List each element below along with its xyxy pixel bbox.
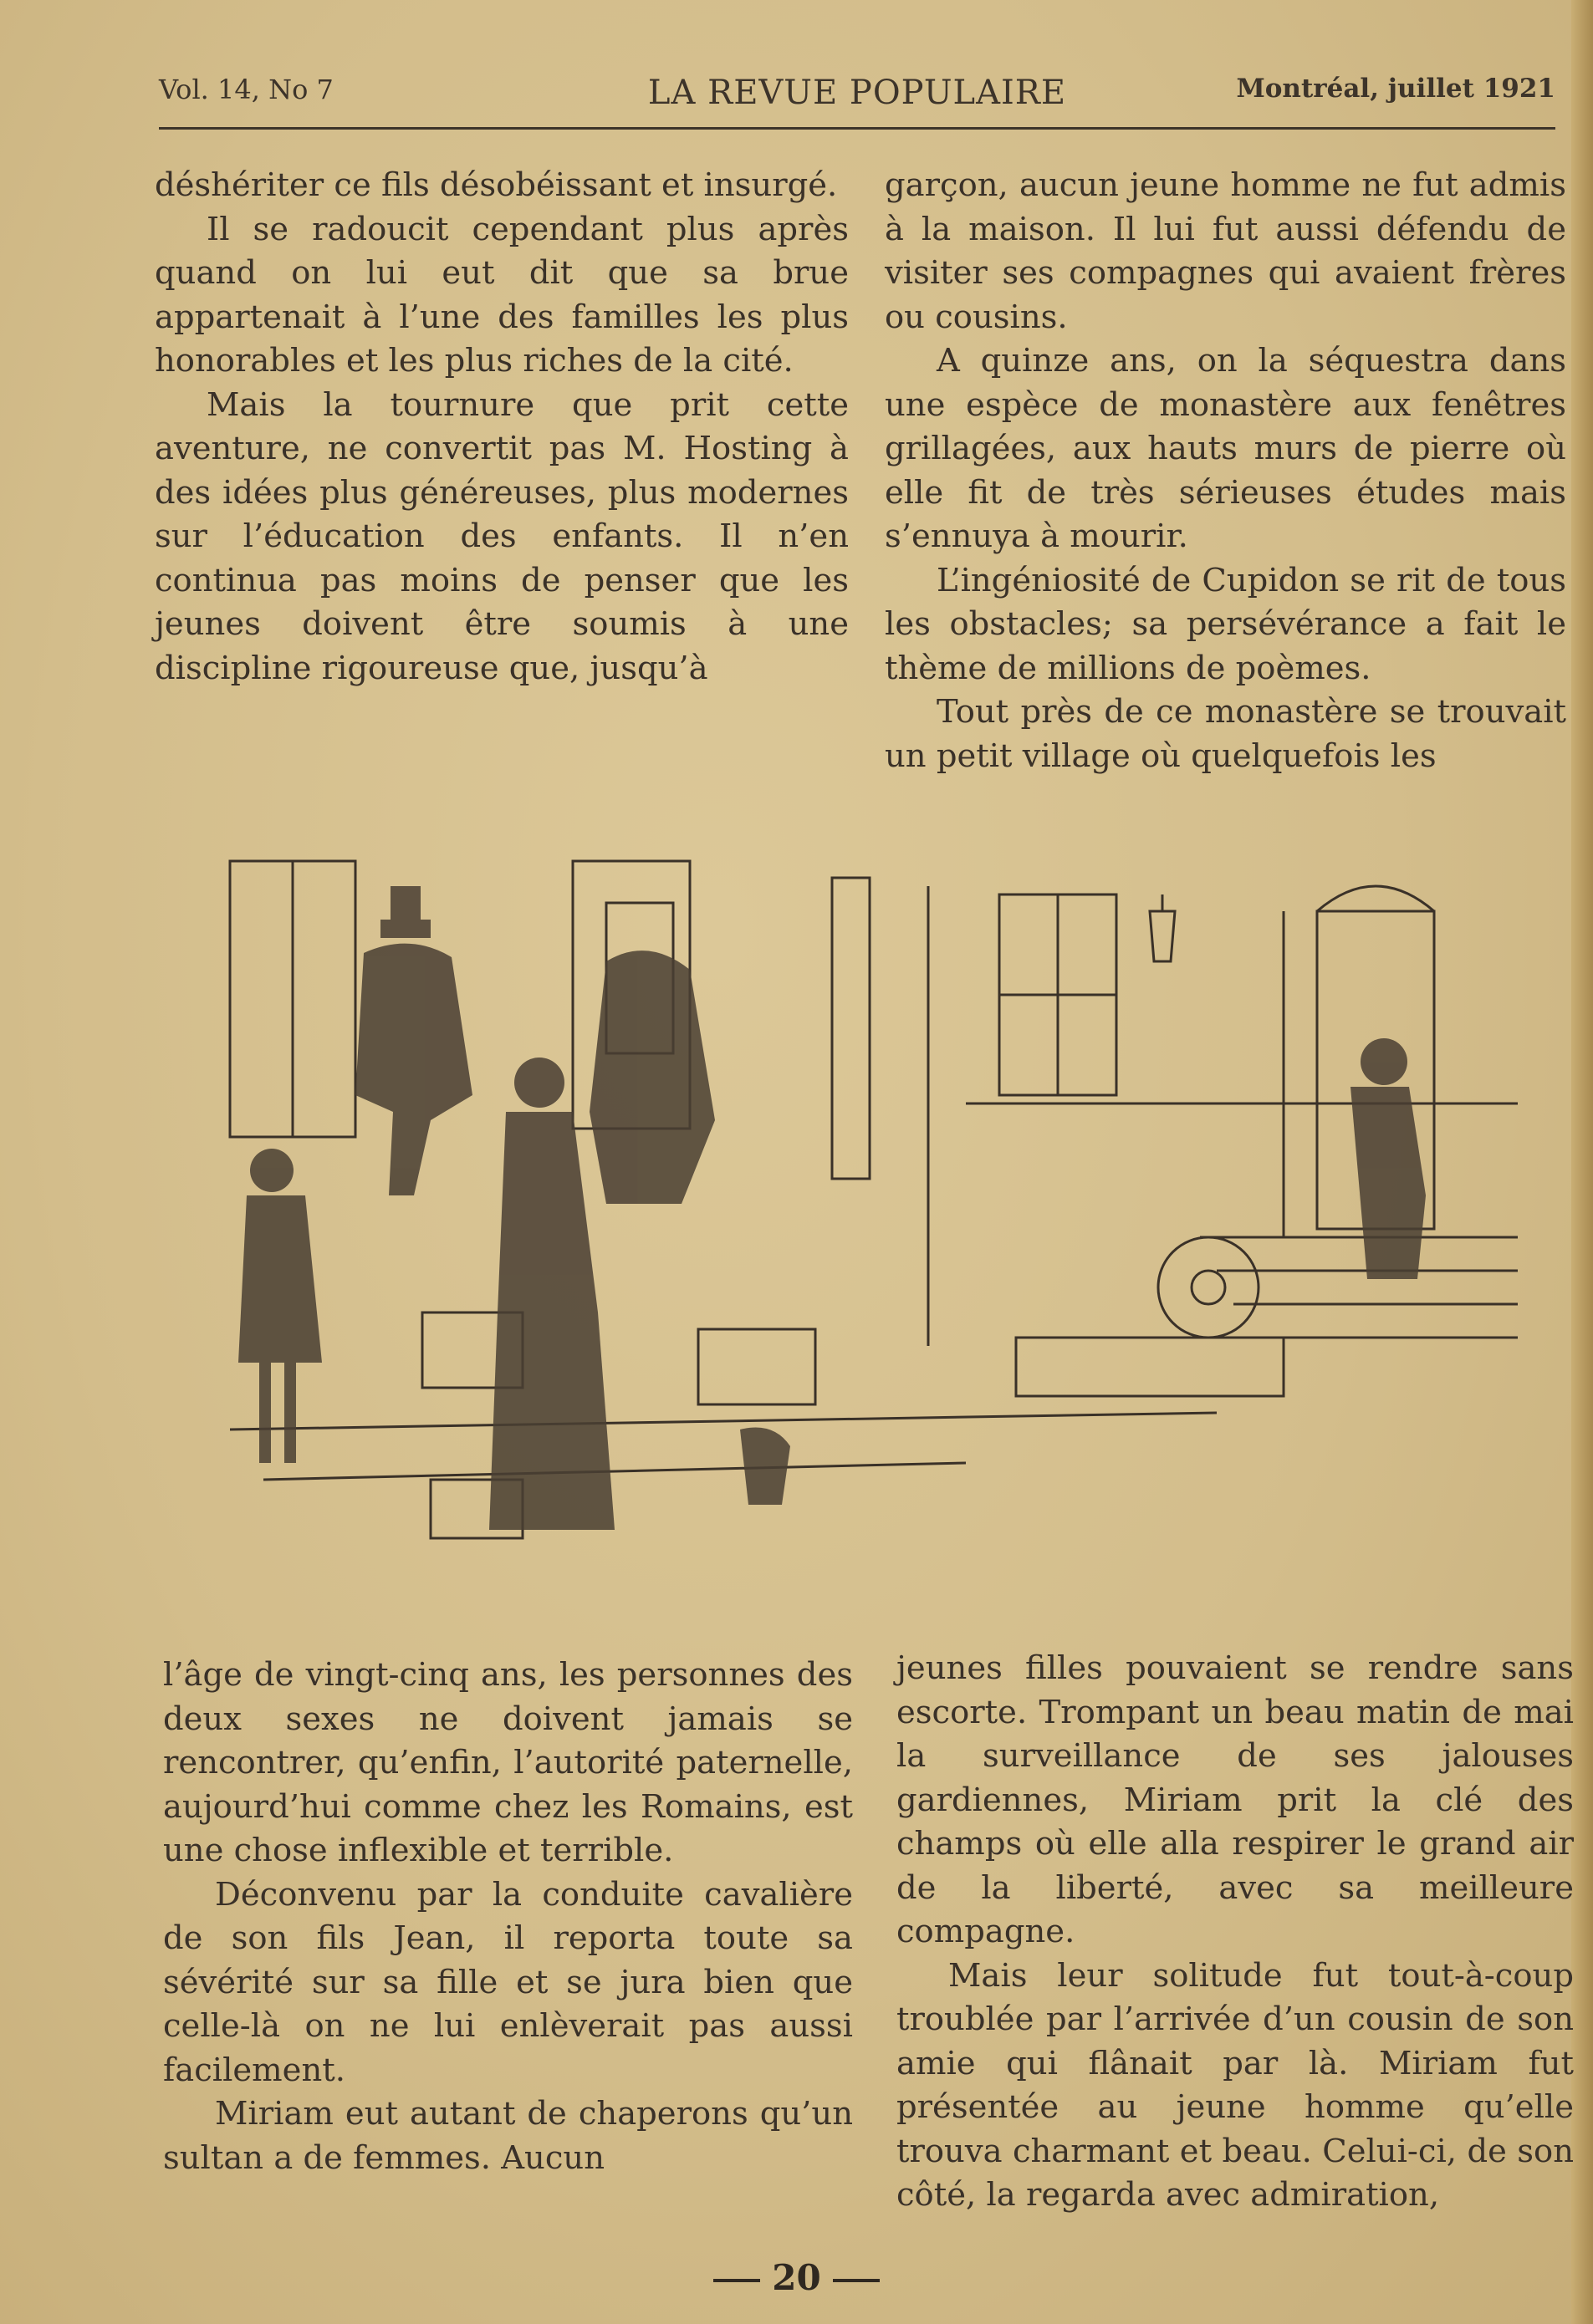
- page-edge: [1571, 0, 1593, 2324]
- header-rule: [159, 127, 1555, 130]
- column-top-left: [155, 164, 849, 691]
- place-date: Montréal, juillet 1921: [1236, 74, 1555, 104]
- paragraph: A quinze ans, on la séquestra dans une espèce de monastère aux fenêtres grillagées, aux hauts murs de pierre où elle fit de très sérieuses études mais s’ennuya à mourir.: [885, 342, 1566, 555]
- paragraph: Tout près de ce monastère se trouvait un petit village où quelquefois les: [885, 693, 1566, 775]
- paragraph: garçon, aucun jeune homme ne fut admis à la maison. Il lui fut aussi défendu de visiter ses compagnes qui avaient frères ou cousins.: [885, 166, 1566, 336]
- volume-number: Vol. 14, No 7: [159, 74, 334, 105]
- page-number-text: 20: [772, 2257, 821, 2298]
- page-number: [0, 2257, 1593, 2298]
- paragraph: Miriam eut autant de chaperons qu’un sultan a de femmes. Aucun: [163, 2095, 853, 2177]
- paragraph: Mais leur solitude fut tout-à-coup troublée par l’arrivée d’un cousin de son amie qui flânait par là. Miriam fut présentée au jeune homme qu’elle trouva charmant et beau. Celui-ci, de son côté, la regarda avec admiration,: [896, 1956, 1574, 2214]
- column-bottom-right: [896, 1647, 1574, 2218]
- paragraph: Il se radoucit cependant plus après quand on lui eut dit que sa brue appartenait à l’une des familles les plus honorables et les plus riches de la cité.: [155, 210, 849, 380]
- column-top-right: [885, 164, 1566, 778]
- paragraph: l’âge de vingt-cinq ans, les personnes des deux sexes ne doivent jamais se rencontrer, qu’enfin, l’autorité paternelle, aujourd’hui comme chez les Romains, est une chose inflexible et terrible.: [163, 1656, 853, 1869]
- paragraph: déshériter ce fils désobéissant et insurgé.: [155, 166, 838, 204]
- column-bottom-left: [163, 1654, 853, 2180]
- folio-dash: [833, 2279, 880, 2282]
- illustration-drawing: [213, 844, 1551, 1580]
- paragraph: L’ingéniosité de Cupidon se rit de tous les obstacles; sa persévérance a fait le thème de millions de poèmes.: [885, 561, 1566, 687]
- illustration: [213, 844, 1551, 1580]
- paragraph: Mais la tournure que prit cette aventure, ne convertit pas M. Hosting à des idées plus généreuses, plus modernes sur l’éducation des enfants. Il n’en continua pas moins de penser que les jeunes doivent être soumis à une discipline rigoureuse que, jusqu’à: [155, 385, 849, 687]
- page-header: [159, 74, 1555, 115]
- paragraph: jeunes filles pouvaient se rendre sans escorte. Trompant un beau matin de mai la surveillance de ses jalouses gardiennes, Miriam prit la clé des champs où elle alla respirer le grand air de la liberté, avec sa meilleure compagne.: [896, 1649, 1574, 1950]
- paragraph: Déconvenu par la conduite cavalière de son fils Jean, il reporta toute sa sévérité sur sa fille et se jura bien que celle-là on ne lui enlèverait pas aussi facilement.: [163, 1875, 853, 2089]
- publication-title: LA REVUE POPULAIRE: [647, 74, 1067, 112]
- folio-dash: [713, 2279, 760, 2282]
